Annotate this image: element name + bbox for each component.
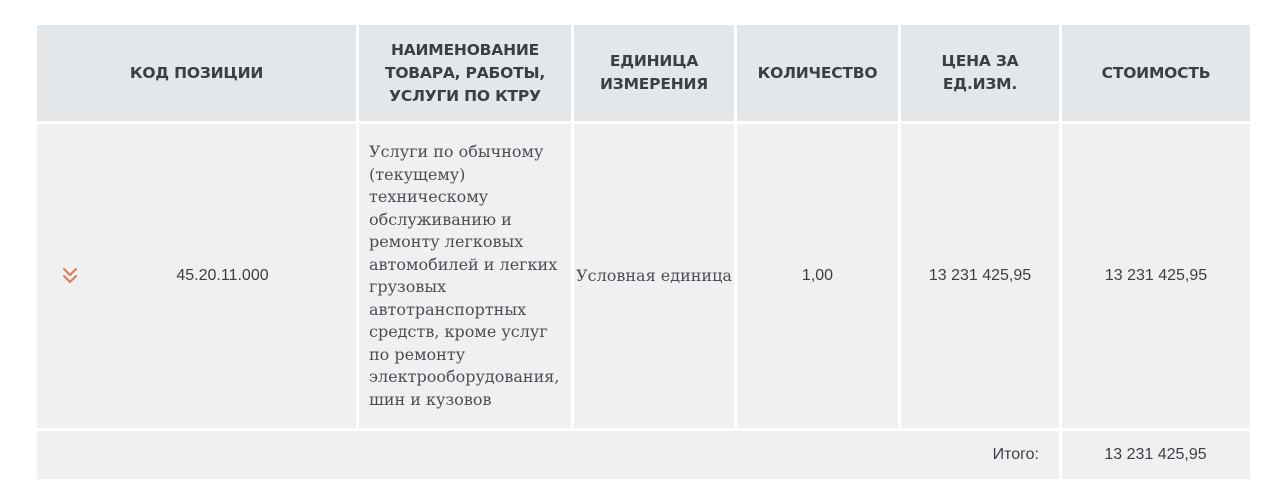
total-row — [36, 430, 1252, 481]
table-row — [36, 123, 1252, 430]
cell-cost: 13 231 425,95 — [1061, 123, 1252, 430]
header-code: КОД ПОЗИЦИИ — [36, 24, 358, 123]
positions-table-wrapper — [34, 22, 1250, 482]
position-code: 45.20.11.000 — [176, 266, 269, 284]
table-header-row — [36, 24, 1252, 123]
header-price: ЦЕНА ЗА ЕД.ИЗМ. — [900, 24, 1061, 123]
total-value: 13 231 425,95 — [1061, 430, 1252, 481]
cell-code — [36, 123, 358, 430]
header-quantity: КОЛИЧЕСТВО — [736, 24, 900, 123]
header-unit: ЕДИНИЦА ИЗМЕРЕНИЯ — [573, 24, 736, 123]
positions-table — [34, 22, 1253, 482]
header-cost: СТОИМОСТЬ — [1061, 24, 1252, 123]
double-chevron-down-icon[interactable] — [61, 266, 79, 286]
cell-unit: Условная единица — [573, 123, 736, 430]
cell-price: 13 231 425,95 — [900, 123, 1061, 430]
cell-quantity: 1,00 — [736, 123, 900, 430]
cell-name: Услуги по обычному (текущему) техническому обслуживанию и ремонту легковых автомобилей и легких грузовых автотранспортных средств, кроме услуг по ремонту электрооборудования, шин и кузовов — [358, 123, 573, 430]
total-label: Итого: — [36, 430, 1061, 481]
header-name: НАИМЕНОВАНИЕ ТОВАРА, РАБОТЫ, УСЛУГИ ПО КТРУ — [358, 24, 573, 123]
